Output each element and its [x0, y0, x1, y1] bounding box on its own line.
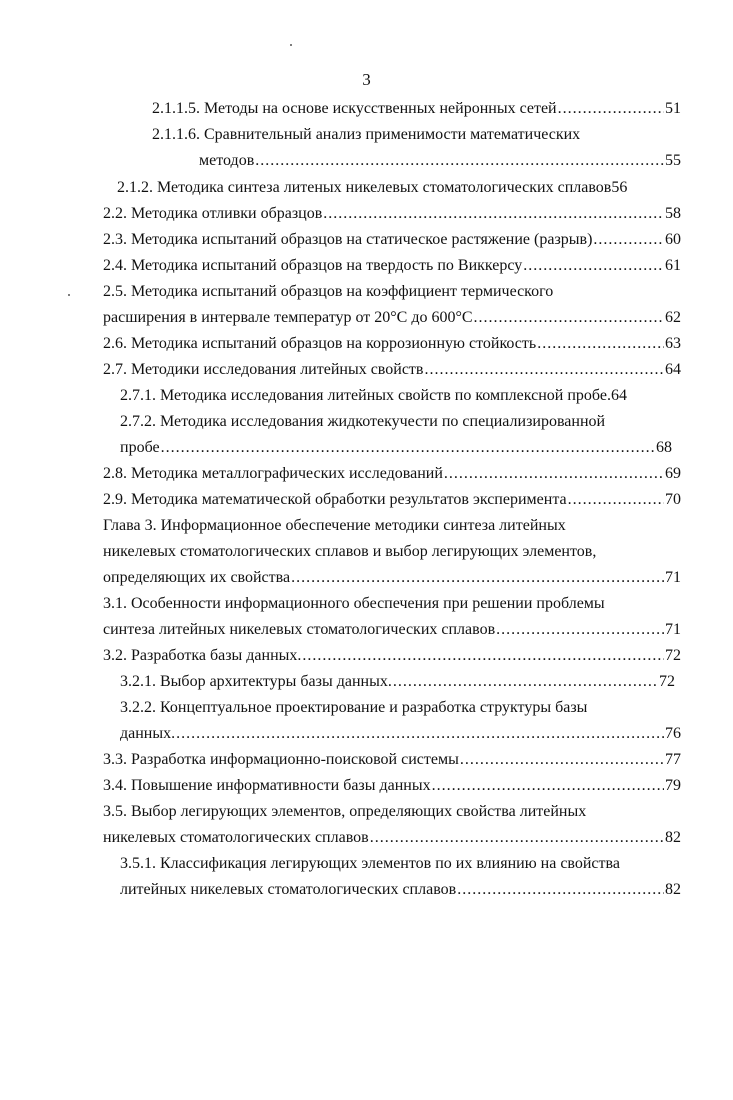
toc-entry	[120, 385, 627, 407]
toc-entry-text: 3.2. Разработка базы данных.	[103, 647, 302, 664]
toc-leader	[460, 749, 664, 771]
toc-leader	[457, 879, 664, 901]
toc-entry	[103, 749, 681, 771]
toc-leader	[444, 463, 664, 485]
toc-entry-text: 2.6. Методика испытаний образцов на коррозионную стойкость	[103, 335, 537, 352]
toc-entry-text: 3.4. Повышение информативности базы данных	[103, 777, 431, 794]
toc-entry	[120, 671, 675, 693]
page-number: 3	[362, 70, 371, 89]
toc-entry	[103, 307, 681, 329]
toc-entry-page: 82	[665, 829, 681, 846]
toc-leader	[291, 567, 664, 589]
toc-entry	[120, 723, 681, 745]
toc-leader	[432, 775, 664, 797]
toc-entry-page: 63	[665, 335, 681, 352]
toc-entry-page: 58	[665, 205, 681, 222]
toc-entry	[103, 229, 681, 251]
toc-leader	[302, 645, 664, 667]
toc-leader	[176, 723, 664, 745]
toc-entry-page: 72	[659, 673, 675, 690]
toc-entry-page: 60	[665, 231, 681, 248]
toc-entry-text: 2.9. Методика математической обработки результатов эксперимента	[103, 491, 567, 508]
toc-entry-text: 2.1.1.5. Методы на основе искусственных нейронных сетей	[152, 100, 557, 117]
toc-entry	[103, 775, 681, 797]
toc-entry-page: 79	[665, 777, 681, 794]
toc-entry-text: 2.3. Методика испытаний образцов на статическое растяжение (разрыв)	[103, 231, 593, 248]
toc-entry-text: 2.1.1.6. Сравнительный анализ применимости математических	[152, 126, 581, 143]
toc-leader	[255, 150, 664, 172]
scan-speck	[290, 44, 292, 46]
toc-entry	[103, 359, 681, 381]
toc-entry	[103, 567, 681, 589]
toc-entry-page: 70	[665, 491, 681, 508]
toc-entry	[103, 203, 681, 225]
toc-entry-text: пробе	[120, 439, 160, 456]
toc-entry-text: определяющих их свойства	[103, 569, 291, 586]
toc-entry	[103, 463, 681, 485]
toc-leader	[593, 229, 664, 251]
toc-entry-text: данных.	[120, 725, 176, 742]
toc-leader	[474, 307, 664, 329]
toc-entry	[103, 593, 605, 615]
scan-speck	[68, 294, 70, 296]
toc-entry-text: 2.2. Методика отливки образцов	[103, 205, 323, 222]
toc-entry	[103, 827, 681, 849]
toc-entry-text: 2.7.1. Методика исследования литейных свойств по комплексной пробе.64	[120, 387, 627, 404]
toc-leader	[568, 489, 664, 511]
toc-entry-page: 71	[665, 569, 681, 586]
toc-entry-page: 51	[665, 100, 681, 117]
toc-leader	[323, 203, 664, 225]
toc-entry	[120, 853, 620, 875]
toc-entry	[103, 515, 566, 537]
toc-entry	[120, 879, 681, 901]
toc-entry-text: 2.5. Методика испытаний образцов на коэффициент термического	[103, 283, 554, 300]
toc-entry-page: 69	[665, 465, 681, 482]
toc-entry	[103, 801, 586, 823]
toc-entry-text: 3.5. Выбор легирующих элементов, определяющих свойства литейных	[103, 803, 587, 820]
toc-entry	[120, 437, 672, 459]
toc-leader	[370, 827, 664, 849]
toc-leader	[393, 671, 658, 693]
toc-entry-text: синтеза литейных никелевых стоматологических сплавов	[103, 621, 496, 638]
toc-leader	[537, 333, 664, 355]
toc-entry	[120, 697, 587, 719]
toc-entry	[120, 411, 605, 433]
toc-entry	[103, 645, 681, 667]
toc-entry	[152, 124, 580, 146]
toc-entry-text: 3.5.1. Классификация легирующих элементов по их влиянию на свойства	[120, 855, 620, 872]
toc-entry-text: 2.1.2. Методика синтеза литеных никелевых стоматологических сплавов56	[117, 179, 628, 196]
toc-entry-page: 64	[665, 361, 681, 378]
toc-entry-text: 3.3. Разработка информационно-поисковой системы	[103, 751, 459, 768]
toc-entry	[103, 333, 681, 355]
toc-entry-text: 3.1. Особенности информационного обеспечения при решении проблемы	[103, 595, 605, 612]
toc-entry-page: 82	[665, 881, 681, 898]
toc-entry-page: 76	[665, 725, 681, 742]
toc-entry-page: 61	[665, 257, 681, 274]
toc-entry	[117, 177, 627, 199]
toc-entry	[103, 489, 681, 511]
toc-leader	[424, 359, 664, 381]
toc-entry-text: 2.8. Методика металлографических исследований	[103, 465, 443, 482]
toc-entry-text: 3.2.1. Выбор архитектуры базы данных.	[120, 673, 392, 690]
toc-entry-page: 55	[665, 152, 681, 169]
toc-entry-page: 71	[665, 621, 681, 638]
toc-entry-page: 68	[656, 439, 672, 456]
toc-entry-page: 62	[665, 309, 681, 326]
toc-entry-text: 2.4. Методика испытаний образцов на твердость по Виккерсу	[103, 257, 523, 274]
toc-entry-text: расширения в интервале температур от 20°C до 600°C	[103, 309, 473, 326]
toc-entry-text: Глава 3. Информационное обеспечение методики синтеза литейных	[103, 517, 566, 534]
toc-leader	[161, 437, 655, 459]
toc-entry	[103, 619, 681, 641]
toc-entry-text: 2.7. Методики исследования литейных свойств	[103, 361, 424, 378]
toc-entry	[152, 98, 681, 120]
toc-leader	[496, 619, 664, 641]
toc-entry-text: литейных никелевых стоматологических сплавов	[120, 881, 457, 898]
toc-entry-page: 72	[665, 647, 681, 664]
toc-entry-text: никелевых стоматологических сплавов и выбор легирующих элементов,	[103, 543, 597, 560]
toc-entry-text: методов	[199, 152, 255, 169]
toc-entry-text: 2.7.2. Методика исследования жидкотекучести по специализированной	[120, 413, 606, 430]
toc-entry	[103, 281, 553, 303]
toc-entry-text: 3.2.2. Концептуальное проектирование и разработка структуры базы	[120, 699, 588, 716]
toc-entry	[103, 255, 681, 277]
toc-entry-page: 77	[665, 751, 681, 768]
toc-entry-text: никелевых стоматологических сплавов	[103, 829, 369, 846]
toc-entry	[103, 541, 596, 563]
toc-entry	[199, 150, 681, 172]
toc-leader	[558, 98, 664, 120]
toc-leader	[523, 255, 664, 277]
